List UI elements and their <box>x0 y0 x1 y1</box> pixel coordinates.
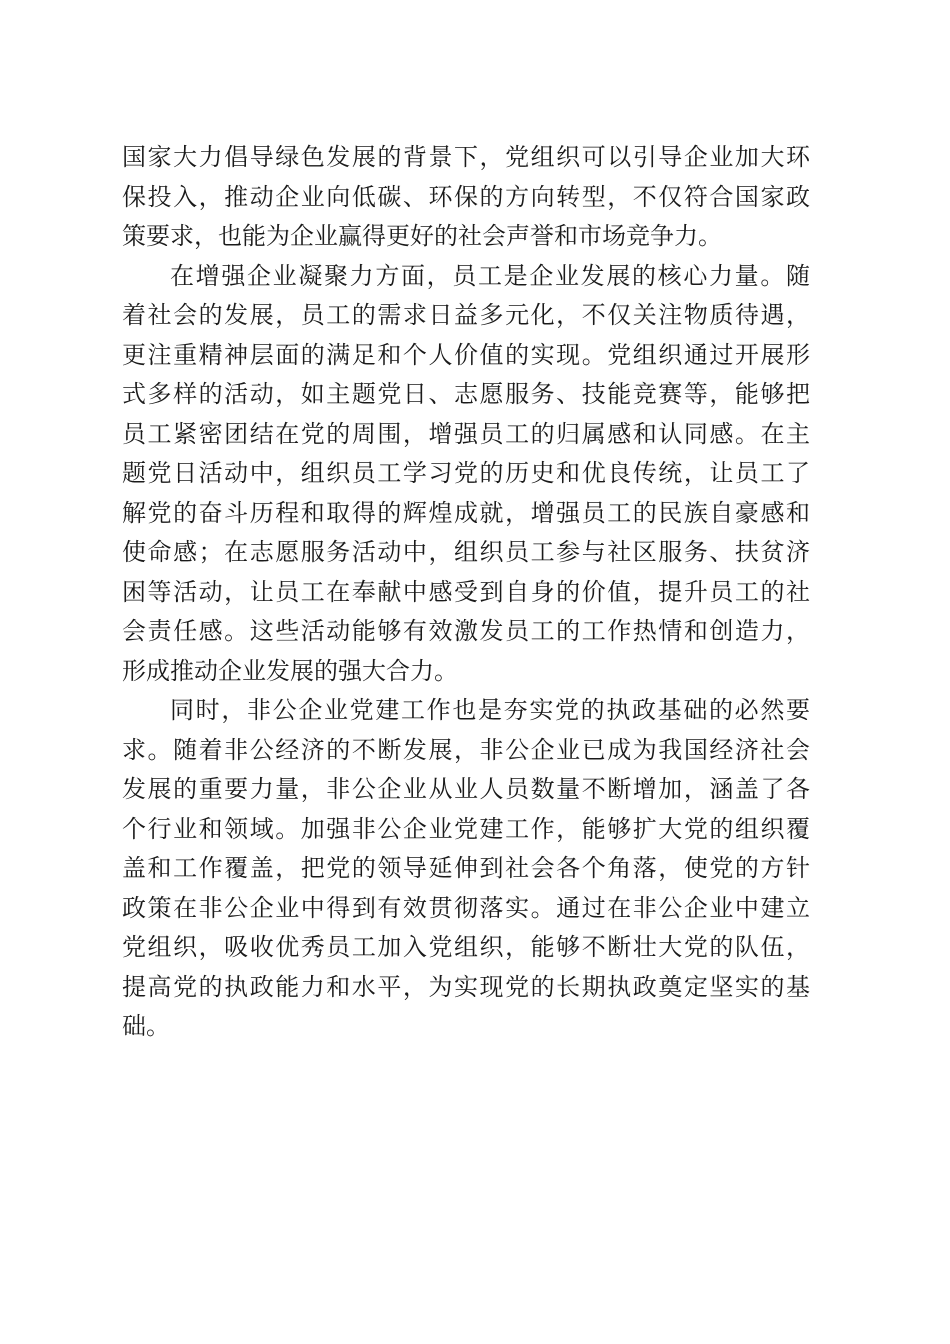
text-line: 策要求，也能为企业赢得更好的社会声誉和市场竞争力。 <box>122 222 722 250</box>
text-line: 政策在非公企业中得到有效贯彻落实。通过在非公企业中建立 <box>122 893 810 922</box>
text-line: 党组织，吸收优秀员工加入党组织，能够不断壮大党的队伍， <box>122 933 810 961</box>
paragraph-3 <box>122 691 810 1047</box>
paragraph-2 <box>122 257 810 692</box>
text-line: 着社会的发展，员工的需求日益多元化，不仅关注物质待遇， <box>122 301 810 329</box>
text-line: 个行业和领域。加强非公企业党建工作，能够扩大党的组织覆 <box>122 814 810 843</box>
text-line: 求。随着非公经济的不断发展，非公企业已成为我国经济社会 <box>122 735 810 764</box>
text-line: 会责任感。这些活动能够有效激发员工的工作热情和创造力， <box>122 617 810 645</box>
document-body <box>122 138 810 1047</box>
text-line: 础。 <box>122 1012 170 1040</box>
text-line: 形成推动企业发展的强大合力。 <box>122 656 458 685</box>
text-line: 盖和工作覆盖，把党的领导延伸到社会各个角落，使党的方针 <box>122 854 810 882</box>
paragraph-1 <box>122 138 810 257</box>
text-line: 更注重精神层面的满足和个人价值的实现。党组织通过开展形 <box>122 340 810 369</box>
text-line: 题党日活动中，组织员工学习党的历史和优良传统，让员工了 <box>122 459 810 487</box>
text-line: 同时，非公企业党建工作也是夯实党的执政基础的必然要 <box>170 696 810 724</box>
text-line: 使命感；在志愿服务活动中，组织员工参与社区服务、扶贫济 <box>122 538 810 566</box>
text-line: 发展的重要力量，非公企业从业人员数量不断增加，涵盖了各 <box>122 775 810 803</box>
text-line: 提高党的执政能力和水平，为实现党的长期执政奠定坚实的基 <box>122 972 810 1001</box>
text-line: 式多样的活动，如主题党日、志愿服务、技能竞赛等，能够把 <box>122 380 810 408</box>
text-line: 困等活动，让员工在奉献中感受到自身的价值，提升员工的社 <box>122 577 810 606</box>
text-line: 国家大力倡导绿色发展的背景下，党组织可以引导企业加大环 <box>122 143 810 171</box>
text-line: 解党的奋斗历程和取得的辉煌成就，增强员工的民族自豪感和 <box>122 498 810 527</box>
text-line: 保投入，推动企业向低碳、环保的方向转型，不仅符合国家政 <box>122 182 810 211</box>
text-line: 员工紧密团结在党的周围，增强员工的归属感和认同感。在主 <box>122 419 810 448</box>
text-line: 在增强企业凝聚力方面，员工是企业发展的核心力量。随 <box>170 261 810 290</box>
